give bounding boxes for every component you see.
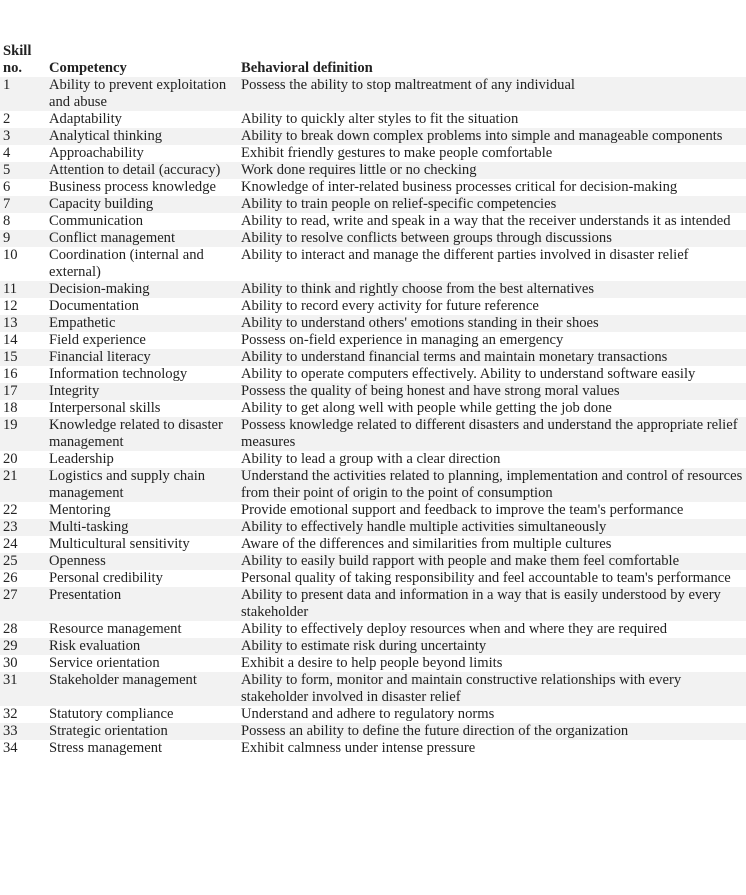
table-row [0, 77, 746, 111]
header-definition: Behavioral definition [241, 60, 373, 76]
table-row [0, 111, 746, 128]
table-row [0, 536, 746, 553]
competency-cell: Logistics and supply chain management [49, 468, 206, 501]
competency-cell: Service orientation [49, 655, 160, 671]
table-row [0, 179, 746, 196]
header-skill-no: Skill no. [3, 43, 32, 76]
skill-no-cell: 8 [3, 213, 11, 229]
definition-cell: Ability to think and rightly choose from the best alternatives [241, 281, 595, 297]
table-row [0, 451, 746, 468]
competency-cell: Multi-tasking [49, 519, 129, 535]
skill-no-cell: 16 [3, 366, 18, 382]
definition-cell: Ability to train people on relief-specific competencies [241, 196, 557, 212]
competency-cell: Financial literacy [49, 349, 151, 365]
table-row [0, 587, 746, 621]
definition-cell: Ability to effectively deploy resources when and where they are required [241, 621, 668, 637]
definition-cell: Possess on-field experience in managing an emergency [241, 332, 564, 348]
definition-cell: Ability to present data and information in a way that is easily understood by every stakeholder [241, 587, 721, 620]
skill-no-cell: 27 [3, 587, 18, 603]
skill-no-cell: 17 [3, 383, 18, 399]
competency-cell: Adaptability [49, 111, 122, 127]
competency-cell: Stakeholder management [49, 672, 197, 688]
table-row [0, 723, 746, 740]
skill-no-cell: 28 [3, 621, 18, 637]
skill-no-cell: 12 [3, 298, 18, 314]
skill-no-cell: 14 [3, 332, 18, 348]
skill-no-cell: 22 [3, 502, 18, 518]
competency-cell: Mentoring [49, 502, 111, 518]
skill-no-cell: 32 [3, 706, 18, 722]
skill-no-cell: 15 [3, 349, 18, 365]
skill-no-cell: 11 [3, 281, 18, 297]
definition-cell: Exhibit friendly gestures to make people comfortable [241, 145, 553, 161]
competency-cell: Conflict management [49, 230, 176, 246]
table-row [0, 366, 746, 383]
skill-no-cell: 13 [3, 315, 18, 331]
competency-cell: Communication [49, 213, 144, 229]
definition-cell: Ability to read, write and speak in a way that the receiver understands it as intended [241, 213, 731, 229]
skill-no-cell: 18 [3, 400, 18, 416]
definition-cell: Provide emotional support and feedback to improve the team's performance [241, 502, 684, 518]
table-row [0, 519, 746, 536]
definition-cell: Ability to resolve conflicts between groups through discussions [241, 230, 612, 246]
definition-cell: Ability to form, monitor and maintain constructive relationships with every stakeholder involved in disaster relief [241, 672, 682, 705]
table-row [0, 570, 746, 587]
skill-no-cell: 31 [3, 672, 18, 688]
table-row [0, 196, 746, 213]
competency-cell: Documentation [49, 298, 139, 314]
competency-cell: Openness [49, 553, 106, 569]
table-row [0, 162, 746, 179]
table-row [0, 417, 746, 451]
definition-cell: Ability to interact and manage the different parties involved in disaster relief [241, 247, 689, 263]
competency-cell: Field experience [49, 332, 146, 348]
table-row [0, 553, 746, 570]
skill-no-cell: 5 [3, 162, 11, 178]
definition-cell: Ability to understand others' emotions standing in their shoes [241, 315, 599, 331]
definition-cell: Possess an ability to define the future direction of the organization [241, 723, 629, 739]
skill-no-cell: 10 [3, 247, 18, 263]
skill-no-cell: 33 [3, 723, 18, 739]
skill-no-cell: 26 [3, 570, 18, 586]
competency-cell: Capacity building [49, 196, 154, 212]
table-row [0, 400, 746, 417]
competency-cell: Business process knowledge [49, 179, 216, 195]
competency-cell: Coordination (internal and external) [49, 247, 204, 280]
skill-no-cell: 34 [3, 740, 18, 756]
skill-no-cell: 6 [3, 179, 11, 195]
competency-cell: Personal credibility [49, 570, 163, 586]
competency-cell: Resource management [49, 621, 182, 637]
skill-no-cell: 29 [3, 638, 18, 654]
table-row [0, 349, 746, 366]
table-header [0, 43, 746, 77]
definition-cell: Work done requires little or no checking [241, 162, 477, 178]
skill-no-cell: 20 [3, 451, 18, 467]
header-competency: Competency [49, 60, 127, 76]
competency-cell: Attention to detail (accuracy) [49, 162, 221, 178]
competency-cell: Knowledge related to disaster management [49, 417, 223, 450]
table-row [0, 740, 746, 757]
definition-cell: Ability to estimate risk during uncertainty [241, 638, 487, 654]
table-row [0, 332, 746, 349]
table-row [0, 706, 746, 723]
definition-cell: Knowledge of inter-related business processes critical for decision-making [241, 179, 678, 195]
definition-cell: Ability to understand financial terms and maintain monetary transactions [241, 349, 668, 365]
table-row [0, 621, 746, 638]
definition-cell: Ability to get along well with people while getting the job done [241, 400, 612, 416]
competency-cell: Stress management [49, 740, 163, 756]
competency-cell: Integrity [49, 383, 100, 399]
definition-cell: Aware of the differences and similarities from multiple cultures [241, 536, 612, 552]
definition-cell: Exhibit calmness under intense pressure [241, 740, 476, 756]
skill-no-cell: 24 [3, 536, 18, 552]
skill-no-cell: 21 [3, 468, 18, 484]
table-row [0, 502, 746, 519]
definition-cell: Understand and adhere to regulatory norms [241, 706, 495, 722]
table-row [0, 145, 746, 162]
competency-cell: Statutory compliance [49, 706, 174, 722]
skill-no-cell: 19 [3, 417, 18, 433]
definition-cell: Ability to lead a group with a clear direction [241, 451, 501, 467]
skill-no-cell: 30 [3, 655, 18, 671]
skill-no-cell: 4 [3, 145, 11, 161]
competency-cell: Presentation [49, 587, 122, 603]
skill-no-cell: 2 [3, 111, 11, 127]
definition-cell: Ability to easily build rapport with people and make them feel comfortable [241, 553, 680, 569]
competency-cell: Risk evaluation [49, 638, 141, 654]
competency-cell: Decision-making [49, 281, 150, 297]
competency-cell: Analytical thinking [49, 128, 163, 144]
table-row [0, 672, 746, 706]
table-row [0, 213, 746, 230]
table-row [0, 298, 746, 315]
definition-cell: Personal quality of taking responsibility and feel accountable to team's performance [241, 570, 731, 586]
skill-no-cell: 25 [3, 553, 18, 569]
skill-no-cell: 1 [3, 77, 11, 93]
definition-cell: Ability to break down complex problems into simple and manageable components [241, 128, 723, 144]
table-row [0, 247, 746, 281]
table-row [0, 128, 746, 145]
definition-cell: Understand the activities related to planning, implementation and control of resources from their point of origin to the point of consumption [241, 468, 743, 501]
definition-cell: Possess the ability to stop maltreatment of any individual [241, 77, 575, 93]
definition-cell: Exhibit a desire to help people beyond limits [241, 655, 503, 671]
table-row [0, 230, 746, 247]
competency-cell: Information technology [49, 366, 188, 382]
competency-table [0, 43, 746, 757]
skill-no-cell: 23 [3, 519, 18, 535]
competency-cell: Empathetic [49, 315, 116, 331]
competency-cell: Interpersonal skills [49, 400, 161, 416]
skill-no-cell: 7 [3, 196, 11, 212]
definition-cell: Ability to effectively handle multiple activities simultaneously [241, 519, 607, 535]
table-row [0, 638, 746, 655]
competency-cell: Approachability [49, 145, 144, 161]
competency-cell: Leadership [49, 451, 114, 467]
table-row [0, 315, 746, 332]
definition-cell: Possess knowledge related to different disasters and understand the appropriate relief measures [241, 417, 738, 450]
table-row [0, 383, 746, 400]
definition-cell: Possess the quality of being honest and have strong moral values [241, 383, 620, 399]
definition-cell: Ability to operate computers effectively. Ability to understand software easily [241, 366, 696, 382]
skill-no-cell: 3 [3, 128, 11, 144]
table-row [0, 281, 746, 298]
table-row [0, 468, 746, 502]
competency-cell: Multicultural sensitivity [49, 536, 190, 552]
skill-no-cell: 9 [3, 230, 11, 246]
definition-cell: Ability to quickly alter styles to fit the situation [241, 111, 519, 127]
competency-cell: Strategic orientation [49, 723, 168, 739]
definition-cell: Ability to record every activity for future reference [241, 298, 539, 314]
competency-cell: Ability to prevent exploitation and abuse [49, 77, 227, 110]
table-row [0, 655, 746, 672]
